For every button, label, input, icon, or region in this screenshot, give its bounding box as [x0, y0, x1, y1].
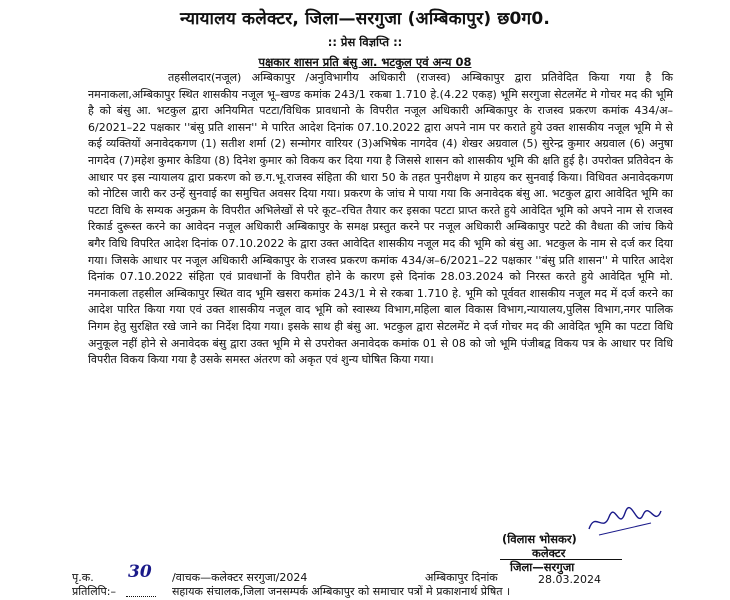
signatory-designation: कलेक्टर: [532, 546, 566, 560]
issue-date: 28.03.2024: [538, 573, 601, 586]
copy-label: प्रतिलिपि:–: [72, 585, 116, 598]
office-title: न्यायालय कलेक्टर, जिला—सरगुजा (अम्बिकापुर) छ0ग0.: [179, 9, 551, 29]
press-note-label: :: प्रेस विज्ञप्ति ::: [327, 35, 403, 49]
order-body-text: तहसीलदार(नजूल) अम्बिकापुर /अनुविभागीय अधिकारी (राजस्व) अम्बिकापुर द्वारा प्रतिवेदित किया गया है कि नमनाकला,अम्बिकापुर स्थित शासकीय नजूल भू–खण्ड कमांक 243/1 रकबा 1.710 हे.(4.22 एकड़) भूमि सरगुजा सेटलमेंट मे गोचर मद की भूमि है को बंसु आ. भटकुल द्वारा अनियमित पटटा/विधिक प्रावधानो के विपरीत नजूल अधिकारी अम्बिकापुर के राजस्व प्रकरण कमांक 434/अ–6/2021–22 पक्षकार ''बंसु प्रति शासन'' मे पारित आदेश दिनांक 07.10.2022 द्वारा अपने नाम पर कराते हुये उक्त शासकीय नजूल भूमि मे से कई व्यक्तियों अनावेदकगण (1) सतीश शर्मा (2) सन्मोगर वारियर (3)अभिषेक नागदेव (4) शेखर अग्रवाल (5) सुरेन्द्र कुमार अग्रवाल (6) अनुषा नागदेव (7)महेश कुमार केडिया (8) दिनेश कुमार को विकय कर दिया गया है जिससे शासन को शासकीय भूमि की क्षति हुई है। उपरोक्त प्रतिवेदन के आधार पर इस न्यायालय द्वारा प्रकरण को छ.ग.भू.राजस्व संहिता की धारा 50 के तहत पुनरीक्षण मे ग्राहय कर सुनवाई किया। विधिवत अनावेदकगण को नोटिस जारी कर उन्हें सुनवाई का समुचित अवसर दिया गया। प्रकरण के जांच मे पाया गया कि अनावेदक बंसु आ. भटकुल द्वारा आवेदित भूमि का पटटा विधि के सम्यक अनुक्रम के विपरीत अभिलेखों से परे कूट–रचित तैयार कर इसका पटटा प्राप्त करते हुये आवेदित भूमि को अपने नाम से राजस्व रिकार्ड दुरूस्त करने का आवेदन नजूल अधिकारी अम्बिकापुर के समक्ष प्रस्तुत करने पर नजूल अधिकारी अम्बिकापुर पटटे की वैधता की जांच किये बगैर विधि विपरित आदेश दिनांक 07.10.2022 के द्वारा उक्त आवेदित शासकीय नजूल मद की भूमि को बंसु आ. भटकुल के नाम से दर्ज कर दिया गया। जिसके आधार पर नजूल अधिकारी अम्बिकापुर के राजस्व प्रकरण कमांक 434/अ–6/2021–22 पक्षकार ''बंसु प्रति शासन'' मे पारित आदेश दिनांक 07.10.2022 संहिता एवं प्रावधानों के विपरीत होने के कारण इसे दिनांक 28.03.2024 को निरस्त करते हुये आवेदित भूमि मो. नमनाकला तहसील अम्बिकापुर स्थित वाद भूमि खसरा कमांक 243/1 मे से रकबा 1.710 हे. भूमि को पूर्ववत शासकीय नजूल मद में दर्ज करने का आदेश पारित किया गया एवं उक्त शासकीय नजूल वाद भूमि को स्वास्थ्य विभाग,महिला बाल विकास विभाग,न्यायालय,पुलिस विभाग,नगर पालिक निगम हेतु सुरक्षित रखे जाने का निर्देश दिया गया। इसके साथ ही बंसु आ. भटकुल द्वारा सेटलमेंट मे दर्ज गोचर मद की आवेदित भूमि का पटटा विधि अनुकूल नहीं होने से अनावेदक बंसु द्वारा उक्त भूमि मे से उपरोक्त अनावेदक कमांक 01 से 08 को जो भूमि पंजीबद्व विकय पत्र के आधार पर विधि विपरीत विकय किया गया है उसके समस्त अंतरण को अकृत एवं शुन्य घोषित किया गया।: [88, 71, 673, 367]
case-title: पक्षकार शासन प्रति बंसु आ. भटकुल एवं अन्य 08: [258, 55, 472, 69]
handwritten-signature: [585, 503, 665, 539]
signatory-name: (विलास भोसकर): [502, 532, 577, 546]
copy-recipient: सहायक संचालक,जिला जनसम्पर्क अम्बिकापुर को समाचार पत्रों मे प्रकाशनार्थ प्रेषित ।: [172, 585, 511, 598]
issue-place: अम्बिकापुर दिनांक: [425, 571, 498, 584]
reference-number: /वाचक—कलेक्टर सरगुजा/2024: [172, 571, 308, 584]
pk-label: पृ.क.: [72, 571, 94, 584]
pk-number: 30: [128, 562, 152, 582]
pk-underline: [126, 596, 156, 597]
signatory-district: जिला—सरगुजा: [510, 560, 575, 574]
